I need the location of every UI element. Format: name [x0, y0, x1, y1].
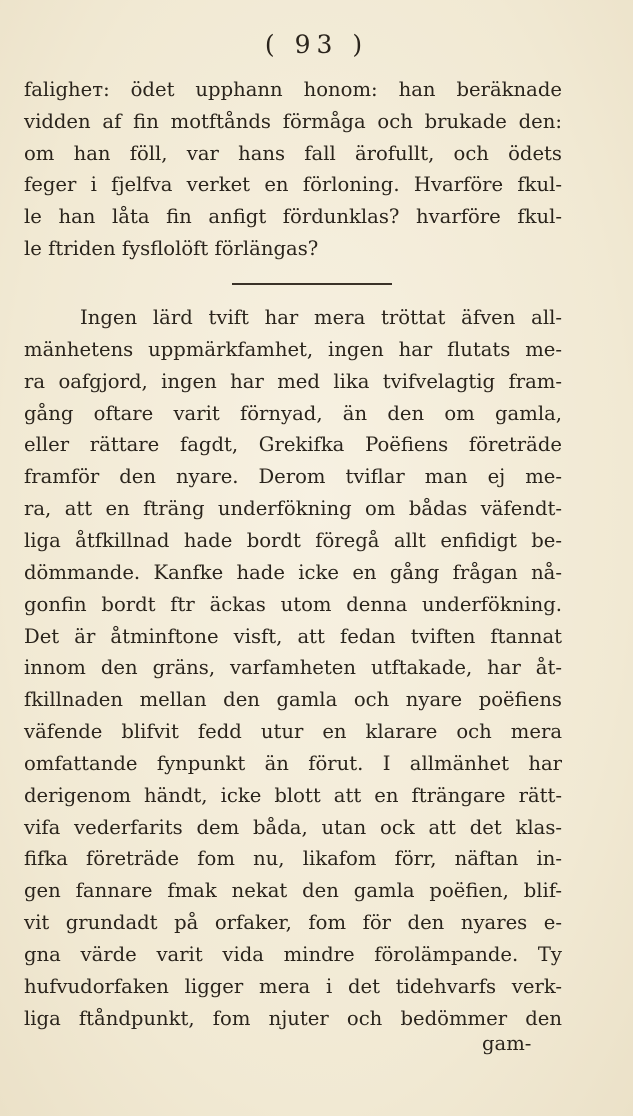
- section-divider: [232, 283, 392, 285]
- text-line: le ftriden fysflolöft förlängas?: [24, 237, 319, 260]
- text-line: fkillnaden mellan den gamla och nyare poëfiens: [24, 688, 562, 712]
- text-line: gonfin bordt ftr äckas utom denna underfökning.: [24, 592, 562, 616]
- text-line: om han föll, var hans fall ärofullt, och ödets: [24, 141, 562, 165]
- text-line: le han låta fin anfigt fördunklas? hvarföre fkul-: [24, 205, 562, 229]
- text-line: mänhetens uppmärkfamhet, ingen har flutats me-: [24, 337, 562, 361]
- text-line: feger i fjelfva verket en förloning. Hvarföre fkul-: [24, 173, 562, 197]
- text-line: gna värde varit vida mindre förolämpande. Ty: [24, 943, 562, 966]
- text-line: gen fannare fmak nekat den gamla poëfien, blif-: [24, 879, 562, 903]
- text-line: faligheт: ödet upphann honom: han beräknade: [24, 78, 562, 101]
- text-line: eller rättare fagdt, Grekifka Poëfiens företräde: [24, 433, 562, 457]
- text-line: vifa vederfarits dem båda, utan ock att det klas-: [24, 815, 562, 839]
- text-line: hufvudorfaken ligger mera i det tidehvarfs verk-: [24, 974, 562, 998]
- text-line: vit grundadt på orfaker, fom för den nyares e-: [24, 911, 562, 935]
- text-line: dömmande. Kanfke hade icke en gång frågan nå-: [24, 560, 562, 584]
- text-line: ra oafgjord, ingen har med lika tvifvelagtig fram-: [24, 369, 562, 393]
- text-line: ra, att en fträng underfökning om bådas väfendt-: [24, 497, 562, 521]
- text-line: gång oftare varit förnyad, än den om gamla,: [24, 401, 562, 425]
- text-line: liga åtfkillnad hade bordt föregå allt enfidigt be-: [24, 528, 562, 552]
- text-line: innom den gräns, varfamheten utftakade, har åt-: [24, 656, 562, 680]
- text-line: fifka företräde fom nu, likafom förr, näftan in-: [24, 847, 562, 871]
- text-line: derigenom händt, icke blott att en fträngare rätt-: [24, 783, 562, 807]
- text-line: framför den nyare. Derom tviflar man ej me-: [24, 465, 562, 489]
- text-line: väfende blifvit fedd utur en klarare och mera: [24, 720, 562, 744]
- text-line: Det är åtminftone visft, att fedan tviften ftannat: [24, 624, 562, 648]
- text-line: vidden af fin motftånds förmåga och brukade den:: [24, 109, 562, 133]
- text-line: omfattande fynpunkt än förut. I allmänhet har: [24, 751, 562, 775]
- catchword: gam-: [482, 1032, 532, 1055]
- page-number: ( 93 ): [264, 30, 369, 59]
- text-line: Ingen lärd tvift har mera tröttat äfven all-: [80, 306, 562, 329]
- text-line: liga ftåndpunkt, fom njuter och bedömmer den: [24, 1006, 562, 1030]
